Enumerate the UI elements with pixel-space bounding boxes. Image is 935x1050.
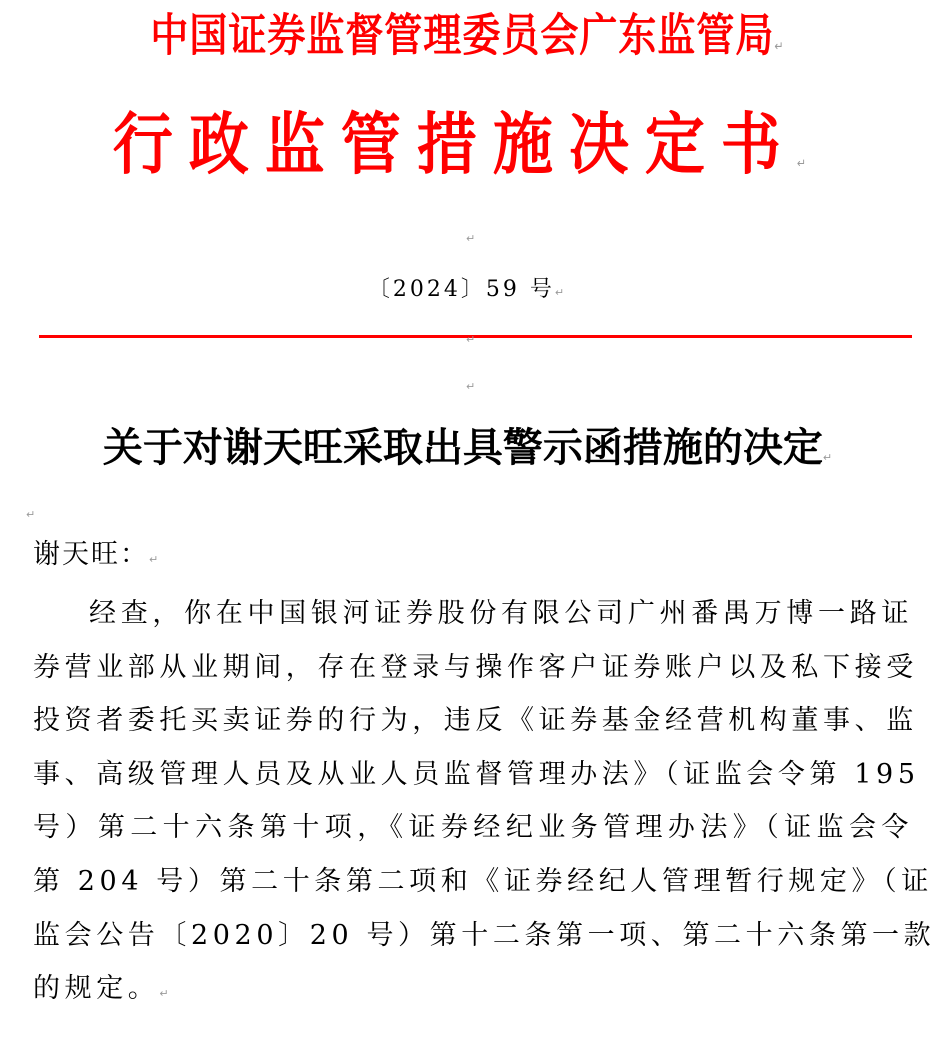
red-divider-line — [39, 335, 912, 338]
paragraph-mark-icon: ↵ — [774, 38, 785, 54]
paragraph-mark-icon: ↵ — [466, 380, 476, 393]
salutation-text: 谢天旺： — [33, 539, 149, 570]
body-line-text: 的规定。 — [33, 973, 160, 1005]
paragraph-mark-icon: ↵ — [149, 553, 161, 566]
issuing-authority-text: 中国证券监督管理委员会广东监管局 — [150, 7, 775, 61]
salutation — [33, 535, 160, 580]
document-number-text: 〔2024〕59 号 — [367, 277, 555, 302]
body-line: 经查，你在中国银河证券股份有限公司广州番禺万博一路证 — [89, 598, 913, 629]
document-number — [0, 272, 935, 311]
body-line: 事、高级管理人员及从业人员监督管理办法》（证监会令第 195 — [33, 758, 920, 790]
body-paragraph — [33, 587, 935, 1021]
document-type-text: 行政监管措施决定书 — [112, 106, 797, 185]
paragraph-mark-icon: ↵ — [26, 508, 36, 521]
body-line: 投资者委托买卖证券的行为，违反《证券基金经营机构董事、监 — [33, 705, 918, 737]
subject-title-text: 关于对谢天旺采取出具警示函措施的决定 — [102, 424, 823, 471]
body-line-last — [33, 962, 913, 1021]
body-line: 第 204 号）第二十条第二项和《证券经纪人管理暂行规定》（证 — [33, 865, 933, 897]
body-line: 监会公告〔2020〕20 号）第十二条第一项、第二十六条第一款 — [33, 919, 935, 951]
paragraph-mark-icon: ↵ — [796, 156, 823, 172]
paragraph-mark-icon: ↵ — [159, 987, 174, 1001]
paragraph-mark-icon: ↵ — [554, 286, 568, 299]
paragraph-mark-icon: ↵ — [466, 333, 476, 346]
document-type-heading — [0, 96, 935, 214]
body-line: 号）第二十六条第十项，《证券经纪业务管理办法》（证监会令 — [33, 812, 913, 844]
issuing-authority-heading — [0, 2, 935, 80]
subject-title — [0, 418, 935, 488]
body-line: 券营业部从业期间，存在登录与操作客户证券账户以及私下接受 — [33, 651, 918, 683]
paragraph-mark-icon: ↵ — [466, 232, 476, 245]
paragraph-mark-icon: ↵ — [822, 451, 833, 464]
